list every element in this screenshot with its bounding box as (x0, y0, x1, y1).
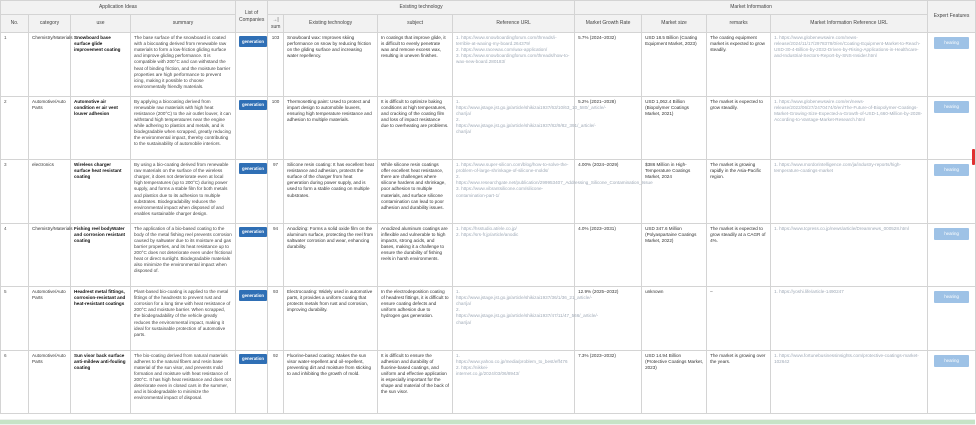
existing-technology-cell: Thermosetting paint: Used to protect and impart design to automobile louvers, ensuring high temperature resistance and adhesion to multiple materials. (284, 96, 378, 160)
market-size-cell: USD 1,062.4 Billion (Biopolymer Coatings Market, 2021) (642, 96, 707, 160)
remarks-cell: The market is growing over the years. (707, 350, 771, 414)
hearing-button[interactable]: hearing (934, 355, 969, 367)
reference-url-link[interactable]: 2. https://srs-fr.jp/article/anodic (456, 231, 519, 237)
reference-url-link[interactable]: 1. (456, 289, 460, 295)
header-sum[interactable] (268, 15, 284, 33)
table-row (1, 33, 976, 97)
row-number: 6 (1, 350, 29, 414)
companies-cell (236, 350, 268, 414)
header-remarks[interactable]: remarks (707, 15, 771, 33)
hearing-button[interactable]: hearing (934, 228, 969, 240)
use-cell: Headrest metal fittings, corrosion-resistant and heat-resistant coatings (71, 287, 131, 351)
reference-url-link[interactable]: https://www.jstage.jst.go.jp/article/shikizai1937/36/1/36_21_article/-char/ja/ (456, 295, 593, 307)
growth-rate-cell: 7.3% (2023–2032) (575, 350, 642, 414)
header-category[interactable]: category (29, 15, 71, 33)
header-existing-technology-group: Existing technology (268, 1, 575, 15)
reference-url-link[interactable]: 1. https://www.super-silicon.com/blog/how-to-solve-the-problem-of-large-shrinkage-of-silicone-molds/ (456, 162, 569, 174)
sum-cell: 97 (268, 160, 284, 224)
row-number: 2 (1, 96, 29, 160)
market-size-cell: $386 Million in High-Temperature Coatings Market, 2024 (642, 160, 707, 224)
reference-url-link[interactable]: https://www.jstage.jst.go.jp/article/shikizai1937/47/11/47_566/_article/-char/ja/ (456, 313, 599, 325)
summary-cell: Plant-based bio-coating is applied to the metal fittings of the headrests to prevent rust and corrosion for a long time with heat resistance of 200°C and moisture barrier. When scrapped, the biodegradability of the vehicle greatly reduces the environmental impact, making it ideal for sustainable protection of automotive parts. (131, 287, 236, 351)
generation-button[interactable]: generation (239, 163, 267, 174)
row-number: 1 (1, 33, 29, 97)
reference-url-link[interactable]: 1. (456, 98, 460, 104)
growth-rate-cell: 12.9% (2025–2032) (575, 287, 642, 351)
table-row (1, 223, 976, 287)
market-ref-url-cell[interactable]: 1. https://yoshi.life/article-1490247 (771, 287, 928, 351)
companies-cell (236, 160, 268, 224)
use-cell: Snowboard base surface glide improvement coating (71, 33, 131, 97)
table-row (1, 160, 976, 224)
summary-cell: The bio-coating derived from natural materials adheres to the natural fibers and resin base material of the sun visor, and prevents mold formation and moisture with heat resistance of 200°C. It has high heat resistance and does not deteriorate even in closed cars in the summer, and is biodegradable to minimize the environmental impact of disposal. (131, 350, 236, 414)
reference-url-cell (453, 223, 575, 287)
use-cell: Automotive air condition er air vent louver adhesion (71, 96, 131, 160)
row-number: 4 (1, 223, 29, 287)
existing-technology-cell: Fluorine-based coating: Makes the sun visor water-repellent and oil-repellent, preventing dirt and moisture from sticking to and inhibiting the growth of mold. (284, 350, 378, 414)
header-no: No. (1, 15, 29, 33)
category-cell: electronics (29, 160, 71, 224)
market-ref-url-cell[interactable]: 1. https://www.fortunebusinessinsights.com/protective-coatings-market-102642 (771, 350, 928, 414)
market-ref-url-cell[interactable]: 1. https://www.globenewswire.com/en/news-release/2022/06/27/2470474/0/en/The-Future-of-Biopolymer-Coatings-Market-Growing-Size-Expected-a-Growth-of-USD-1,660-Million-by-2028-According-to-Vantage-Market-Research.html (771, 96, 928, 160)
category-cell: Chemistry/Materials (29, 33, 71, 97)
expert-cell (928, 160, 976, 224)
market-ref-url-cell[interactable]: 1. https://www.tcpress.co.jp/news/article/Dreamnews_000528.html (771, 223, 928, 287)
market-size-cell: USD 18.5 Billion (Coating Equipment Market, 2023) (642, 33, 707, 97)
table-row (1, 287, 976, 351)
header-market-information: Market Information (575, 1, 928, 15)
sum-cell: 103 (268, 33, 284, 97)
growth-rate-cell: 4.00% (2024–2029) (575, 160, 642, 224)
reference-url-link[interactable]: 1. https://www.snowboardingforum.com/threads/i-terrible-at-waxing-my-board.264379/ (456, 35, 557, 47)
header-expert-features: Expert Features (928, 1, 976, 33)
market-size-cell: USD 14.94 Billion (Protective Coatings Market, 2023) (642, 350, 707, 414)
subject-cell: It is difficult to optimize baking conditions at high temperatures, and cracking of the coating film and loss of impact resistance due to overheating are problems. (378, 96, 453, 160)
hearing-button[interactable]: hearing (934, 101, 969, 113)
category-cell: Automotive/Auto Parts (29, 96, 71, 160)
reference-url-link[interactable]: https://www.yahoo.co.jp/media/problem_to_best/eff476 (456, 358, 568, 364)
growth-rate-cell: 5.2% (2021–2028) (575, 96, 642, 160)
hearing-button[interactable]: hearing (934, 291, 969, 303)
subject-cell: It is difficult to ensure the adhesion and durability of fluorine-based coatings, and uniform and effective application is especially important for the shape and material of the back of the sun visor. (378, 350, 453, 414)
summary-cell: By applying a biocoating derived from renewable raw materials with high heat resistance (200°C) to the air outlet louver, it can withstand high temperatures near the engine while adhering to plastics and metals, and is biodegradable when scrapped, greatly reducing the environmental impact, thereby contributing to the sustainability of automobile interiors. (131, 96, 236, 160)
generation-button[interactable]: generation (239, 354, 267, 365)
companies-cell (236, 96, 268, 160)
header-sum-label: sum (271, 23, 281, 30)
table-row (1, 350, 976, 414)
reference-url-link[interactable]: 2. https://nikkei- (456, 364, 489, 370)
header-market-size[interactable]: Market size (642, 15, 707, 33)
growth-rate-cell: 5.7% (2024–2032) (575, 33, 642, 97)
header-market-info-reference-url[interactable]: Market Information Reference URL (771, 15, 928, 33)
header-application-ideas: Application Ideas (1, 1, 236, 15)
market-size-cell: unknown (642, 287, 707, 351)
reference-url-link[interactable]: 2. (456, 116, 460, 122)
growth-rate-cell: 4.0% (2023–2031) (575, 223, 642, 287)
companies-cell (236, 223, 268, 287)
generation-button[interactable]: generation (239, 290, 267, 301)
header-summary[interactable]: summary (131, 15, 236, 33)
subject-cell: Anodized aluminum coatings are inflexible and vulnerable to high impacts, strong acids, and bases, making it a challenge to ensure the durability of fishing reels in harsh environments. (378, 223, 453, 287)
header-reference-url[interactable]: Reference URL (453, 15, 575, 33)
reference-url-cell (453, 33, 575, 97)
sum-cell: 94 (268, 223, 284, 287)
market-ref-url-cell[interactable]: 1. https://www.mordorintelligence.com/ja/industry-reports/high-temperature-coatings-market (771, 160, 928, 224)
header-existing-technology[interactable]: Existing technology (284, 15, 378, 33)
header-market-growth-rate[interactable]: Market Growth Rate (575, 15, 642, 33)
remarks-cell: The market is growing rapidly in the Asia-Pacific region. (707, 160, 771, 224)
hearing-button[interactable]: hearing (934, 164, 969, 176)
reference-url-link[interactable]: 2. https://www.researchgate.net/publication/299953407_Addressing_Silicone_Contamination_Issue (456, 174, 653, 186)
use-cell: Wireless charger surface heat resistant coating (71, 160, 131, 224)
sum-cell: 92 (268, 350, 284, 414)
reference-url-link[interactable]: 3. https://www.vibrantsilicone.com/silicone-contamination-part-1/ (456, 186, 544, 198)
expert-cell (928, 96, 976, 160)
sum-cell: 93 (268, 287, 284, 351)
reference-url-link[interactable]: 3. https://www.snowboardingforum.com/threads/how-to-wax-new-board.280183/ (456, 53, 570, 65)
companies-cell (236, 33, 268, 97)
reference-url-link[interactable]: https://www.jstage.jst.go.jp/article/shikizai1937/82/9/82_391/_article/-char/ja/ (456, 122, 596, 134)
reference-url-cell (453, 350, 575, 414)
expert-cell (928, 287, 976, 351)
row-number: 5 (1, 287, 29, 351)
market-ref-url-cell[interactable]: 1. https://www.globenewswire.com/news-release/2024/11/17/2978378/0/en/Coating-Equipment-Market-to-Reach-USD-30-4-Billion-by-2032-Driven-by-Rising-Applications-in-Healthcare-and-Industrial-Sectors-Report-by-SNS-Insider.html (771, 33, 928, 97)
side-marker[interactable] (972, 149, 975, 165)
subject-cell: While silicone resin coatings offer excellent heat resistance, there are challenges where silicone hardens and shrinkage, poor adhesion to multiple materials, and surface silicone contamination can lead to poor adhesion and durability issues. (378, 160, 453, 224)
reference-url-link[interactable]: 1. https://hsstudio.at/ele.co.jp/ (456, 225, 517, 231)
summary-cell: The application of a bio-based coating to the body of the metal fishing reel prevents corrosion caused by saltwater due to its moisture and gas barrier properties, and its heat resistance up to 200°C does not deteriorate even under frictional heat or direct sunlight. Biodegradable materials also minimize the environmental impact when disposed of. (131, 223, 236, 287)
reference-url-link[interactable]: https://www.jstage.jst.go.jp/article/shikizai1937/63/10/63_10_580/_article/-char/ja/ (456, 104, 607, 116)
summary-cell: The base surface of the snowboard is coated with a biocoating derived from renewable raw materials to form a low-friction gliding surface and improve gliding performance. It is compatible with 200°C and can withstand the heat of binding friction, and the moisture barrier properties are high performance to prevent icing, making it possible to choose environmentally friendly materials. (131, 33, 236, 97)
expert-cell (928, 33, 976, 97)
sort-icon[interactable]: →| (272, 17, 279, 23)
hearing-button[interactable]: hearing (934, 37, 969, 49)
expert-cell (928, 350, 976, 414)
expert-cell (928, 223, 976, 287)
remarks-cell: – (707, 287, 771, 351)
use-cell: Fishing reel bodyWater and corrosion resistant coating (71, 223, 131, 287)
category-cell: Automotive/Auto Parts (29, 350, 71, 414)
reference-url-link[interactable]: 1. (456, 352, 460, 358)
use-cell: Sun visor back surface anti-mildew anti-fouling coating (71, 350, 131, 414)
reference-url-link[interactable]: 2. (456, 307, 460, 313)
row-number: 3 (1, 160, 29, 224)
market-size-cell: USD 347.6 Million (Polyaspartaine Coatings Market, 2022) (642, 223, 707, 287)
generation-button[interactable]: generation (239, 36, 267, 47)
category-cell: Automotive/Auto Parts (29, 287, 71, 351)
generation-button[interactable]: generation (239, 100, 267, 111)
remarks-cell: The market is expected to grow steadily at a CAGR of 4%. (707, 223, 771, 287)
category-cell: Chemistry/Materials (29, 223, 71, 287)
reference-url-link[interactable]: internet.co.jp/2024/03/06/8943/ (456, 370, 520, 376)
summary-cell: By using a bio-coating derived from renewable raw materials on the surface of the wireless charger, it does not deteriorate even at local high temperatures (up to 200°C) during power supply, and forms a stable film for both metals and plastics due to its adhesion to multiple substrates. Biodegradability reduces the environmental impact when disposed of and enables sustainable charger design. (131, 160, 236, 224)
existing-technology-cell: Electrocoating: Widely used in automotive parts, it provides a uniform coating that protects metals from rust and corrosion, improving durability. (284, 287, 378, 351)
existing-technology-cell: Anodizing: Forms a solid oxide film on the aluminum surface, protecting the reel from saltwater corrosion and wear, enhancing durability. (284, 223, 378, 287)
scrollbar-thumb[interactable] (0, 420, 975, 424)
remarks-cell: The market is expected to grow steadily. (707, 96, 771, 160)
subject-cell: In the electrodeposition coating of headrest fittings, it is difficult to ensure coating defects and uniform adhesion due to hydrogen gas generation. (378, 287, 453, 351)
table-row (1, 96, 976, 160)
existing-technology-cell: Silicone resin coating: It has excellent heat resistance and adhesion, protects the surface of the charger from heat generation during power supply, and is used to form a stable coating on multiple substrates. (284, 160, 378, 224)
generation-button[interactable]: generation (239, 227, 267, 238)
subject-cell: In coatings that improve glide, it is difficult to evenly penetrate wax and remove excess wax, resulting in uneven finishes. (378, 33, 453, 97)
horizontal-scrollbar[interactable] (0, 419, 975, 425)
header-subject[interactable]: subject (378, 15, 453, 33)
header-use[interactable]: use (71, 15, 131, 33)
reference-url-link[interactable]: 2. https://www.racewax.com/wax-application/ (456, 47, 548, 53)
header-list-of-companies: List of Companies (236, 1, 268, 33)
sum-cell: 100 (268, 96, 284, 160)
existing-technology-cell: Snowboard wax: Improves skiing performance on snow by reducing friction on the gliding surface and increasing water repellency. (284, 33, 378, 97)
remarks-cell: The coating equipment market is expected to grow steadily. (707, 33, 771, 97)
companies-cell (236, 287, 268, 351)
